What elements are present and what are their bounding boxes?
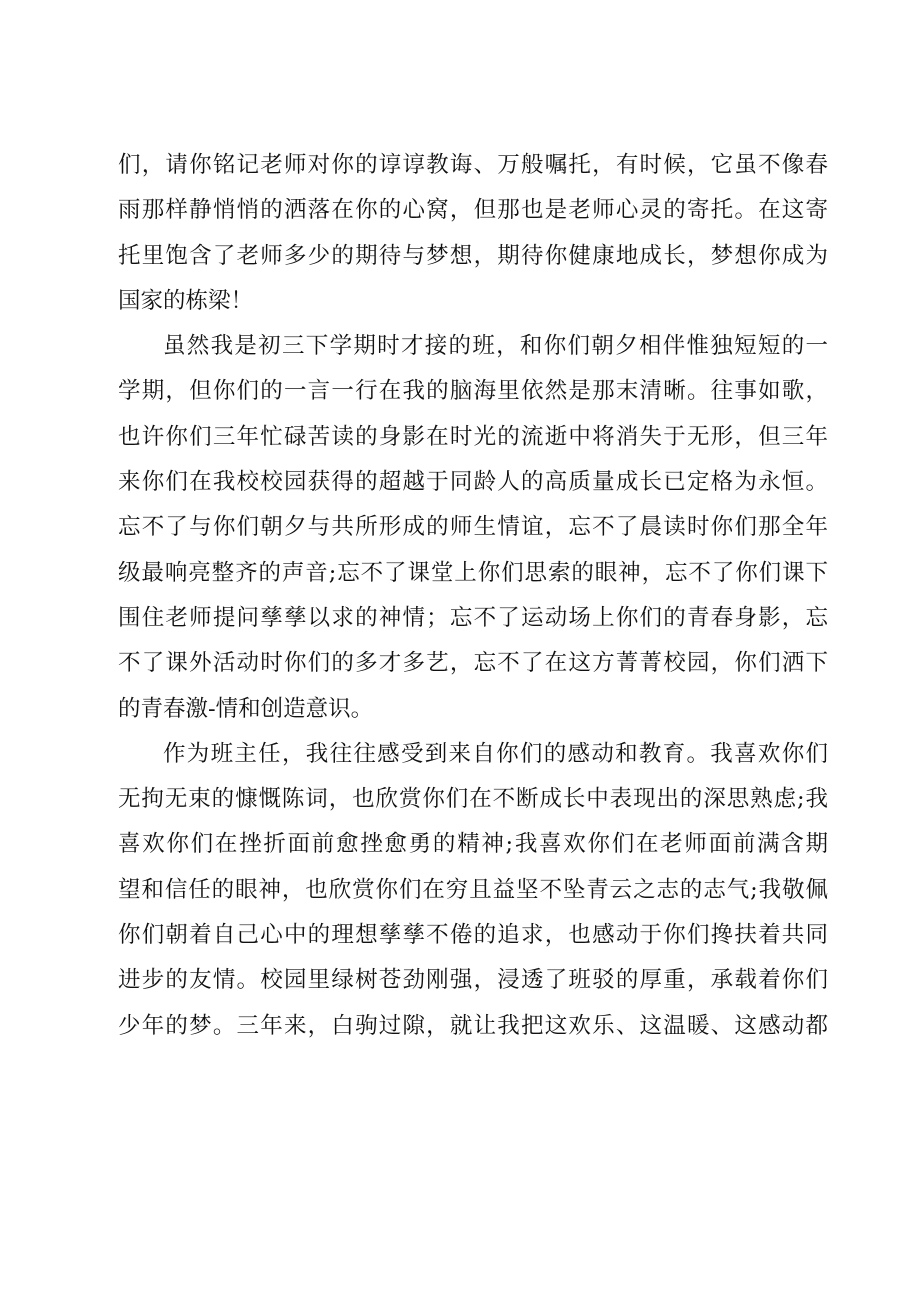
document-body	[118, 143, 828, 1049]
text-line: 忘不了与你们朝夕与共所形成的师生情谊，忘不了晨读时你们那全年	[118, 514, 828, 541]
text-line: 虽然我是初三下学期时才接的班，和你们朝夕相伴惟独短短的一	[163, 333, 828, 360]
text-line: 学期，但你们的一言一行在我的脑海里依然是那末清晰。往事如歌，	[118, 378, 828, 405]
text-line: 不了课外活动时你们的多才多艺，忘不了在这方菁菁校园，你们洒下	[118, 650, 828, 677]
text-line: 进步的友情。校园里绿树苍劲刚强，浸透了班驳的厚重，承载着你们	[118, 967, 828, 994]
text-line: 国家的栋梁！	[118, 287, 254, 314]
paragraph-3	[118, 732, 828, 1049]
paragraph-1	[118, 143, 828, 324]
text-line: 的青春激-情和创造意识。	[118, 695, 374, 722]
text-line: 来你们在我校校园获得的超越于同龄人的高质量成长已定格为永恒。	[118, 469, 828, 496]
text-line: 也许你们三年忙碌苦读的身影在时光的流逝中将消失于无形，但三年	[118, 423, 828, 450]
text-line: 望和信任的眼神，也欣赏你们在穷且益坚不坠青云之志的志气;我敬佩	[118, 876, 828, 903]
text-line: 少年的梦。三年来，白驹过隙，就让我把这欢乐、这温暖、这感动都	[118, 1012, 828, 1039]
text-line: 托里饱含了老师多少的期待与梦想，期待你健康地成长，梦想你成为	[118, 242, 828, 269]
text-line: 们，请你铭记老师对你的谆谆教诲、万般嘱托，有时候，它虽不像春	[118, 152, 828, 178]
paragraph-2	[118, 324, 828, 732]
text-line: 喜欢你们在挫折面前愈挫愈勇的精神;我喜欢你们在老师面前满含期	[118, 831, 828, 858]
text-line: 级最响亮整齐的声音;忘不了课堂上你们思索的眼神，忘不了你们课下	[118, 559, 828, 586]
text-line: 你们朝着自己心中的理想孳孳不倦的追求，也感动于你们搀扶着共同	[118, 922, 828, 949]
text-line: 围住老师提问孳孳以求的神情；忘不了运动场上你们的青春身影，忘	[118, 604, 828, 631]
text-line: 雨那样静悄悄的洒落在你的心窝，但那也是老师心灵的寄托。在这寄	[118, 197, 828, 224]
text-line: 作为班主任，我往往感受到来自你们的感动和教育。我喜欢你们	[163, 740, 828, 767]
text-line: 无拘无束的慷慨陈词，也欣赏你们在不断成长中表现出的深思熟虑;我	[118, 786, 828, 813]
